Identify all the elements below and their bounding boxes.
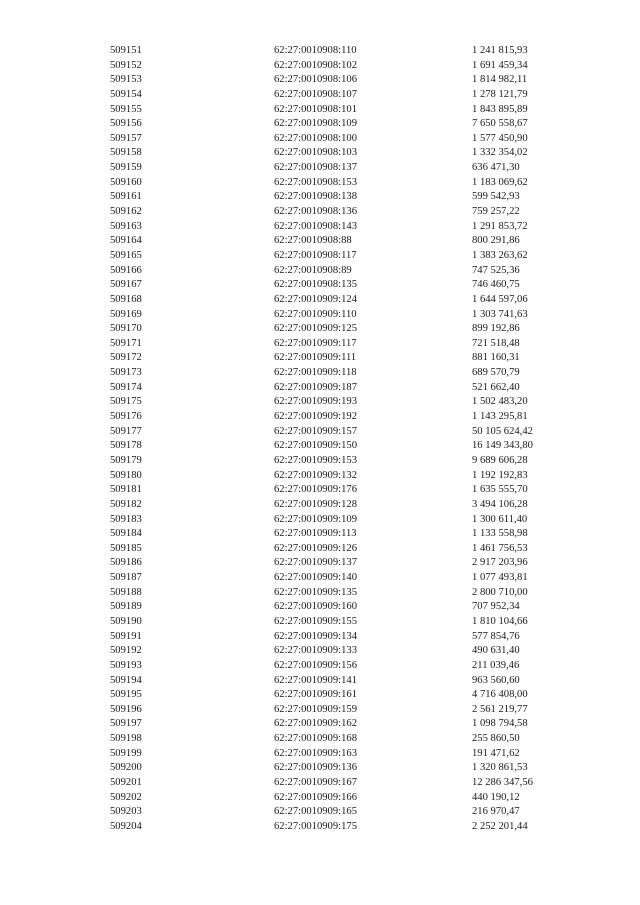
table-row [0,615,640,630]
table-row [0,176,640,191]
table-row [0,293,640,308]
table-row [0,439,640,454]
cadastral-value: 1 291 853,72 [472,220,528,232]
cadastral-number: 62:27:0010909:161 [274,689,357,701]
cadastral-value: 747 525,36 [472,264,520,276]
row-number: 509202 [110,791,142,803]
cadastral-number: 62:27:0010908:103 [274,147,357,159]
row-number: 509171 [110,337,142,349]
cadastral-value: 16 149 343,80 [472,440,533,452]
cadastral-value: 440 190,12 [472,791,520,803]
cadastral-value: 899 192,86 [472,323,520,335]
cadastral-number: 62:27:0010908:138 [274,191,357,203]
cadastral-value: 1 241 815,93 [472,45,528,56]
cadastral-number: 62:27:0010908:153 [274,176,357,188]
row-number: 509199 [110,747,142,759]
row-number: 509170 [110,323,142,335]
cadastral-number: 62:27:0010908:135 [274,279,357,291]
cadastral-number: 62:27:0010909:168 [274,733,357,745]
cadastral-value: 191 471,62 [472,747,520,759]
row-number: 509160 [110,176,142,188]
cadastral-number: 62:27:0010909:128 [274,498,357,510]
cadastral-number: 62:27:0010909:159 [274,703,357,715]
cadastral-number: 62:27:0010909:153 [274,454,357,466]
cadastral-value: 1 077 493,81 [472,572,528,584]
cadastral-number: 62:27:0010909:118 [274,367,357,379]
table-row [0,220,640,235]
row-number: 509188 [110,586,142,598]
table-row [0,732,640,747]
cadastral-number: 62:27:0010909:133 [274,645,357,657]
cadastral-number: 62:27:0010909:192 [274,411,357,423]
table-row [0,205,640,220]
cadastral-number: 62:27:0010909:110 [274,308,357,320]
table-row [0,146,640,161]
cadastral-number: 62:27:0010909:113 [274,528,357,540]
cadastral-value: 759 257,22 [472,206,520,218]
table-row [0,761,640,776]
row-number: 509162 [110,206,142,218]
cadastral-number: 62:27:0010909:155 [274,615,357,627]
cadastral-value: 881 160,31 [472,352,520,364]
row-number: 509163 [110,220,142,232]
row-number: 509196 [110,703,142,715]
table-row [0,659,640,674]
row-number: 509200 [110,762,142,774]
table-row [0,513,640,528]
row-number: 509180 [110,469,142,481]
cadastral-number: 62:27:0010909:136 [274,762,357,774]
table-row [0,688,640,703]
table-row [0,498,640,513]
row-number: 509197 [110,718,142,730]
row-number: 509185 [110,542,142,554]
row-number: 509172 [110,352,142,364]
table-row [0,190,640,205]
table-row [0,366,640,381]
cadastral-value: 2 561 219,77 [472,703,528,715]
table-row [0,278,640,293]
cadastral-number: 62:27:0010909:124 [274,293,357,305]
table-row [0,234,640,249]
table-row [0,410,640,425]
cadastral-number: 62:27:0010909:162 [274,718,357,730]
cadastral-value: 1 143 295,81 [472,411,528,423]
cadastral-number: 62:27:0010908:136 [274,206,357,218]
row-number: 509167 [110,279,142,291]
cadastral-number: 62:27:0010909:187 [274,381,357,393]
cadastral-value: 255 860,50 [472,733,520,745]
cadastral-value: 2 917 203,96 [472,557,528,569]
cadastral-value: 1 383 263,62 [472,249,528,261]
cadastral-value: 746 460,75 [472,279,520,291]
row-number: 509175 [110,396,142,408]
table-row [0,322,640,337]
cadastral-value: 707 952,34 [472,601,520,613]
row-number: 509204 [110,820,142,832]
cadastral-number: 62:27:0010908:143 [274,220,357,232]
cadastral-value: 1 810 104,66 [472,615,528,627]
cadastral-number: 62:27:0010909:126 [274,542,357,554]
row-number: 509184 [110,528,142,540]
cadastral-number: 62:27:0010909:137 [274,557,357,569]
row-number: 509198 [110,733,142,745]
cadastral-number: 62:27:0010909:176 [274,484,357,496]
row-number: 509194 [110,674,142,686]
table-row [0,117,640,132]
cadastral-value: 1 502 483,20 [472,396,528,408]
row-number: 509177 [110,425,142,437]
table-row [0,600,640,615]
row-number: 509158 [110,147,142,159]
cadastral-value: 1 577 450,90 [472,132,528,144]
row-number: 509154 [110,88,142,100]
cadastral-value: 1 461 756,53 [472,542,528,554]
cadastral-value: 211 039,46 [472,659,520,671]
row-number: 509164 [110,235,142,247]
cadastral-number: 62:27:0010908:100 [274,132,357,144]
table-row [0,351,640,366]
table-row [0,264,640,279]
cadastral-value: 1 098 794,58 [472,718,528,730]
row-number: 509173 [110,367,142,379]
table-row [0,44,640,59]
table-row [0,556,640,571]
row-number: 509192 [110,645,142,657]
cadastral-value: 689 570,79 [472,367,520,379]
cadastral-number: 62:27:0010908:106 [274,74,357,86]
table-row [0,791,640,806]
cadastral-number: 62:27:0010908:137 [274,162,357,174]
table-row [0,717,640,732]
cadastral-value: 963 560,60 [472,674,520,686]
table-row [0,469,640,484]
row-number: 509191 [110,630,142,642]
table-row [0,103,640,118]
cadastral-value: 4 716 408,00 [472,689,528,701]
table-row [0,571,640,586]
table-row [0,425,640,440]
cadastral-value: 490 631,40 [472,645,520,657]
row-number: 509155 [110,103,142,115]
row-number: 509168 [110,293,142,305]
cadastral-number: 62:27:0010908:101 [274,103,357,115]
cadastral-number: 62:27:0010909:141 [274,674,357,686]
cadastral-number: 62:27:0010909:125 [274,323,357,335]
cadastral-value: 577 854,76 [472,630,520,642]
table-row [0,249,640,264]
table-row [0,381,640,396]
cadastral-value: 9 689 606,28 [472,454,528,466]
table-row [0,59,640,74]
cadastral-number: 62:27:0010908:117 [274,249,357,261]
cadastral-value: 50 105 624,42 [472,425,533,437]
row-number: 509179 [110,454,142,466]
cadastral-value: 1 332 354,02 [472,147,528,159]
row-number: 509203 [110,806,142,818]
table-row [0,820,640,835]
cadastral-value: 800 291,86 [472,235,520,247]
row-number: 509152 [110,59,142,71]
table-row [0,630,640,645]
table-row [0,805,640,820]
row-number: 509165 [110,249,142,261]
cadastral-number: 62:27:0010909:156 [274,659,357,671]
table-row [0,776,640,791]
row-number: 509166 [110,264,142,276]
cadastral-number: 62:27:0010908:109 [274,118,357,130]
cadastral-value: 599 542,93 [472,191,520,203]
cadastral-number: 62:27:0010908:107 [274,88,357,100]
cadastral-number: 62:27:0010909:165 [274,806,357,818]
table-row [0,454,640,469]
row-number: 509157 [110,132,142,144]
cadastral-value: 1 300 611,40 [472,513,528,525]
table-row [0,73,640,88]
row-number: 509189 [110,601,142,613]
cadastral-number: 62:27:0010909:163 [274,747,357,759]
row-number: 509151 [110,45,142,56]
cadastral-number: 62:27:0010908:102 [274,59,357,71]
cadastral-number: 62:27:0010909:140 [274,572,357,584]
cadastral-value: 1 303 741,63 [472,308,528,320]
cadastral-value: 1 644 597,06 [472,293,528,305]
table-row [0,527,640,542]
table-row [0,747,640,762]
cadastral-value: 1 691 459,34 [472,59,528,71]
cadastral-value: 7 650 558,67 [472,118,528,130]
row-number: 509193 [110,659,142,671]
row-number: 509181 [110,484,142,496]
cadastral-number: 62:27:0010909:167 [274,777,357,789]
cadastral-number: 62:27:0010909:135 [274,586,357,598]
cadastral-number: 62:27:0010909:109 [274,513,357,525]
cadastral-value: 1 843 895,89 [472,103,528,115]
cadastral-number: 62:27:0010909:111 [274,352,357,364]
table-row [0,88,640,103]
row-number: 509178 [110,440,142,452]
row-number: 509153 [110,74,142,86]
cadastral-number: 62:27:0010908:89 [274,264,352,276]
cadastral-number: 62:27:0010909:193 [274,396,357,408]
cadastral-number: 62:27:0010909:150 [274,440,357,452]
row-number: 509176 [110,411,142,423]
row-number: 509161 [110,191,142,203]
row-number: 509159 [110,162,142,174]
cadastral-value: 1 320 861,53 [472,762,528,774]
row-number: 509169 [110,308,142,320]
cadastral-number: 62:27:0010909:134 [274,630,357,642]
cadastral-number: 62:27:0010909:132 [274,469,357,481]
table-row [0,542,640,557]
cadastral-value: 12 286 347,56 [472,777,533,789]
row-number: 509186 [110,557,142,569]
table-row [0,703,640,718]
cadastral-value: 721 518,48 [472,337,520,349]
table-row [0,308,640,323]
cadastral-number: 62:27:0010909:160 [274,601,357,613]
cadastral-number: 62:27:0010909:175 [274,820,357,832]
cadastral-number: 62:27:0010908:88 [274,235,352,247]
cadastral-number: 62:27:0010908:110 [274,45,357,56]
cadastral-value: 1 635 555,70 [472,484,528,496]
cadastral-value: 216 970,47 [472,806,520,818]
cadastral-value: 1 192 192,83 [472,469,528,481]
row-number: 509183 [110,513,142,525]
cadastral-value: 636 471,30 [472,162,520,174]
table-row [0,586,640,601]
cadastral-value: 1 133 558,98 [472,528,528,540]
cadastral-number: 62:27:0010909:166 [274,791,357,803]
cadastral-number: 62:27:0010909:117 [274,337,357,349]
row-number: 509187 [110,572,142,584]
row-number: 509182 [110,498,142,510]
cadastral-value: 2 252 201,44 [472,820,528,832]
row-number: 509156 [110,118,142,130]
table-row [0,674,640,689]
table-row [0,483,640,498]
row-number: 509195 [110,689,142,701]
cadastral-value: 1 278 121,79 [472,88,528,100]
cadastral-value: 521 662,40 [472,381,520,393]
row-number: 509174 [110,381,142,393]
cadastral-value: 1 814 982,11 [472,74,528,86]
row-number: 509201 [110,777,142,789]
table-row [0,395,640,410]
cadastral-value: 1 183 069,62 [472,176,528,188]
cadastral-number: 62:27:0010909:157 [274,425,357,437]
cadastral-value: 2 800 710,00 [472,586,528,598]
table-row [0,161,640,176]
table-row [0,644,640,659]
row-number: 509190 [110,615,142,627]
table-body [0,44,640,835]
table-row [0,337,640,352]
cadastral-value: 3 494 106,28 [472,498,528,510]
table-row [0,132,640,147]
